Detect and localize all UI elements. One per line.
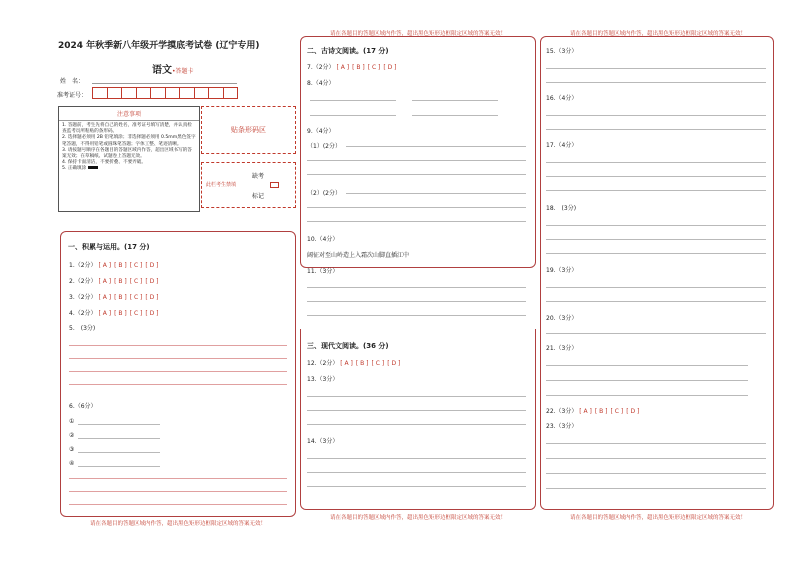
id-label: 准考证号： — [57, 92, 88, 99]
q9-answer-line[interactable] — [307, 174, 526, 175]
q6-line-2[interactable] — [78, 438, 160, 439]
q17-answer-line[interactable] — [546, 190, 766, 191]
panel-1-warning: 请在各题目的答题区域内作答，超出黑色矩形边框限定区域的答案无效！ — [89, 521, 266, 527]
q9-answer-line[interactable] — [346, 146, 526, 147]
q19-answer-line[interactable] — [546, 287, 766, 288]
id-boxes[interactable] — [92, 87, 237, 99]
q2-row — [69, 276, 162, 285]
answer-panel-3 — [300, 329, 536, 510]
q5-answer-line[interactable] — [69, 384, 287, 385]
q18-answer-line[interactable] — [546, 239, 766, 240]
q21-answer-line[interactable] — [546, 380, 748, 381]
q14-answer-line[interactable] — [307, 458, 526, 459]
barcode-area — [201, 106, 296, 154]
q6-item-3: ③ — [69, 446, 75, 453]
panel-4-warning-bottom: 请在各题目的答题区域内作答，超出黑色矩形边框限定区域的答案无效！ — [569, 515, 746, 521]
subject-title — [152, 58, 194, 77]
q23-answer-line[interactable] — [546, 488, 766, 489]
section-1-title: 一、积累与运用。(17 分) — [68, 243, 150, 251]
q14-label: 14.（3分） — [307, 438, 339, 445]
answer-panel-1 — [60, 231, 296, 517]
q9-answer-line[interactable] — [307, 221, 526, 222]
absent-bottom: 标记 — [252, 193, 265, 200]
q17-answer-line[interactable] — [546, 162, 766, 163]
q22-label: 22.（3分） — [546, 408, 578, 415]
q15-label: 15.（3分） — [546, 48, 578, 55]
filled-sample-icon — [88, 166, 98, 169]
q3-options[interactable]: [ A ] [ B ] [ C ] [ D ] — [98, 294, 159, 301]
q6-label: 6.（6分） — [69, 403, 97, 410]
q16-label: 16.（4分） — [546, 95, 578, 102]
q7-options[interactable]: [ A ] [ B ] [ C ] [ D ] — [336, 64, 397, 71]
q9-answer-line[interactable] — [307, 207, 526, 208]
q6-answer-line[interactable] — [69, 491, 287, 492]
q15-answer-line[interactable] — [546, 82, 766, 83]
q11-answer-line[interactable] — [307, 287, 526, 288]
q22-options[interactable]: [ A ] [ B ] [ C ] [ D ] — [579, 408, 640, 415]
q19-label: 19.（3分） — [546, 267, 578, 274]
name-label: 姓 名： — [60, 78, 85, 85]
q9-2-label: （2）(2分） — [307, 190, 341, 197]
notice-item-3: 3. 请按题号顺序在各题目的答题区域内作答，超出区域书写的答案无效；在草稿纸、试题卷上答题无效。 — [62, 147, 192, 160]
q11-answer-line[interactable] — [307, 301, 526, 302]
q19-answer-line[interactable] — [546, 301, 766, 302]
q5-answer-line[interactable] — [69, 345, 287, 346]
exam-title: 2024 年秋季新八年级开学摸底考试卷 (辽宁专用) — [58, 41, 260, 51]
q11-label: 11.（3分） — [307, 268, 339, 275]
q1-label: 1.（2分） — [69, 262, 97, 269]
q13-answer-line[interactable] — [307, 396, 526, 397]
notice-item-1: 1. 答题前，考生先将自己的姓名，准考证号填写清楚，并认真检查监考员所粘贴的条形码。 — [62, 123, 192, 135]
q21-answer-line[interactable] — [546, 365, 748, 366]
barcode-label: 贴条形码区 — [231, 126, 266, 134]
q6-item-1: ① — [69, 418, 75, 425]
q10-text: 阔征对至山岭造上入霜次山脚直插江中 — [307, 252, 410, 259]
q17-answer-line[interactable] — [546, 176, 766, 177]
q5-answer-line[interactable] — [69, 358, 287, 359]
q6-item-2: ② — [69, 432, 75, 439]
q12-row — [307, 358, 403, 367]
q8-line[interactable] — [412, 100, 498, 101]
panel-2-warning-top: 请在各题目的答题区域内作答，超出黑色矩形边框限定区域的答案无效！ — [329, 31, 506, 37]
name-field[interactable] — [92, 83, 237, 84]
q23-answer-line[interactable] — [546, 473, 766, 474]
panel-2-warning-bottom: 请在各题目的答题区域内作答，超出黑色矩形边框限定区域的答案无效！ — [329, 515, 506, 521]
q14-answer-line[interactable] — [307, 486, 526, 487]
q9-label: 9.（4分） — [307, 128, 335, 135]
q5-answer-line[interactable] — [69, 371, 287, 372]
q3-label: 3.（2分） — [69, 294, 97, 301]
q23-answer-line[interactable] — [546, 443, 766, 444]
q20-answer-line[interactable] — [546, 333, 766, 334]
q18-label: 18. (3分) — [546, 205, 577, 212]
q6-line-1[interactable] — [78, 424, 160, 425]
notice-title: 注意事项 — [59, 107, 199, 121]
q18-answer-line[interactable] — [546, 225, 766, 226]
q15-answer-line[interactable] — [546, 68, 766, 69]
q1-options[interactable]: [ A ] [ B ] [ C ] [ D ] — [98, 262, 159, 269]
q5-label: 5. (3分) — [69, 325, 96, 332]
section-3-title: 三、现代文阅读。(36 分) — [307, 342, 389, 350]
q6-line-4[interactable] — [78, 466, 160, 467]
q14-answer-line[interactable] — [307, 472, 526, 473]
absent-box — [201, 162, 296, 208]
q8-line[interactable] — [412, 115, 498, 116]
subject-name: 语文 — [152, 65, 172, 76]
notice-item-4: 4. 保持卡面清洁，不要折叠、不要弄破。 — [62, 160, 146, 166]
q3-row — [69, 292, 162, 301]
q13-answer-line[interactable] — [307, 410, 526, 411]
q2-label: 2.（2分） — [69, 278, 97, 285]
q6-item-4: ④ — [69, 460, 75, 467]
notice-item-5: 5. 正确填涂 — [62, 166, 87, 172]
q16-answer-line[interactable] — [546, 115, 766, 116]
q9-answer-line[interactable] — [307, 160, 526, 161]
q13-label: 13.（3分） — [307, 376, 339, 383]
notice-item-2: 2. 选择题必须用 2B 铅笔填涂；非选择题必须用 0.5mm黑色签字笔答题，不得用铅笔或圆珠笔答题；字体工整、笔迹清晰。 — [62, 135, 196, 147]
subject-suffix: •答题卡 — [172, 68, 194, 75]
q8-line[interactable] — [310, 115, 396, 116]
q21-label: 21.（3分） — [546, 345, 578, 352]
q9-answer-line[interactable] — [346, 193, 526, 194]
q2-options[interactable]: [ A ] [ B ] [ C ] [ D ] — [98, 278, 159, 285]
q16-answer-line[interactable] — [546, 129, 766, 130]
q8-label: 8.（4分） — [307, 80, 335, 87]
q12-label: 12.（2分） — [307, 360, 339, 367]
q7-label: 7.（2分） — [307, 64, 335, 71]
absent-checkbox[interactable] — [270, 182, 279, 188]
absent-top: 缺考 — [252, 173, 265, 180]
q1-row — [69, 260, 162, 269]
q8-line[interactable] — [310, 100, 396, 101]
absent-note: 此栏考生禁填 — [206, 182, 237, 188]
q11-answer-line[interactable] — [307, 315, 526, 316]
q23-answer-line[interactable] — [546, 458, 766, 459]
q6-answer-line[interactable] — [69, 504, 287, 505]
q12-options[interactable]: [ A ] [ B ] [ C ] [ D ] — [340, 360, 401, 367]
q13-answer-line[interactable] — [307, 424, 526, 425]
q22-row — [546, 406, 642, 415]
q21-answer-line[interactable] — [546, 395, 748, 396]
section-2-title: 二、古诗文阅读。(17 分) — [307, 47, 389, 55]
q20-label: 20.（3分） — [546, 315, 578, 322]
notice-box — [58, 106, 200, 212]
q6-line-3[interactable] — [78, 452, 160, 453]
q17-label: 17.（4分） — [546, 142, 578, 149]
q23-label: 23.（3分） — [546, 423, 578, 430]
q4-label: 4.（2分） — [69, 310, 97, 317]
q4-options[interactable]: [ A ] [ B ] [ C ] [ D ] — [98, 310, 159, 317]
q4-row — [69, 308, 162, 317]
q10-label: 10.（4分） — [307, 236, 339, 243]
q7-row — [307, 62, 400, 71]
q18-answer-line[interactable] — [546, 253, 766, 254]
panel-4-warning-top: 请在各题目的答题区域内作答，超出黑色矩形边框限定区域的答案无效！ — [569, 31, 746, 37]
q6-answer-line[interactable] — [69, 478, 287, 479]
q9-1-label: （1）(2分） — [307, 143, 341, 150]
